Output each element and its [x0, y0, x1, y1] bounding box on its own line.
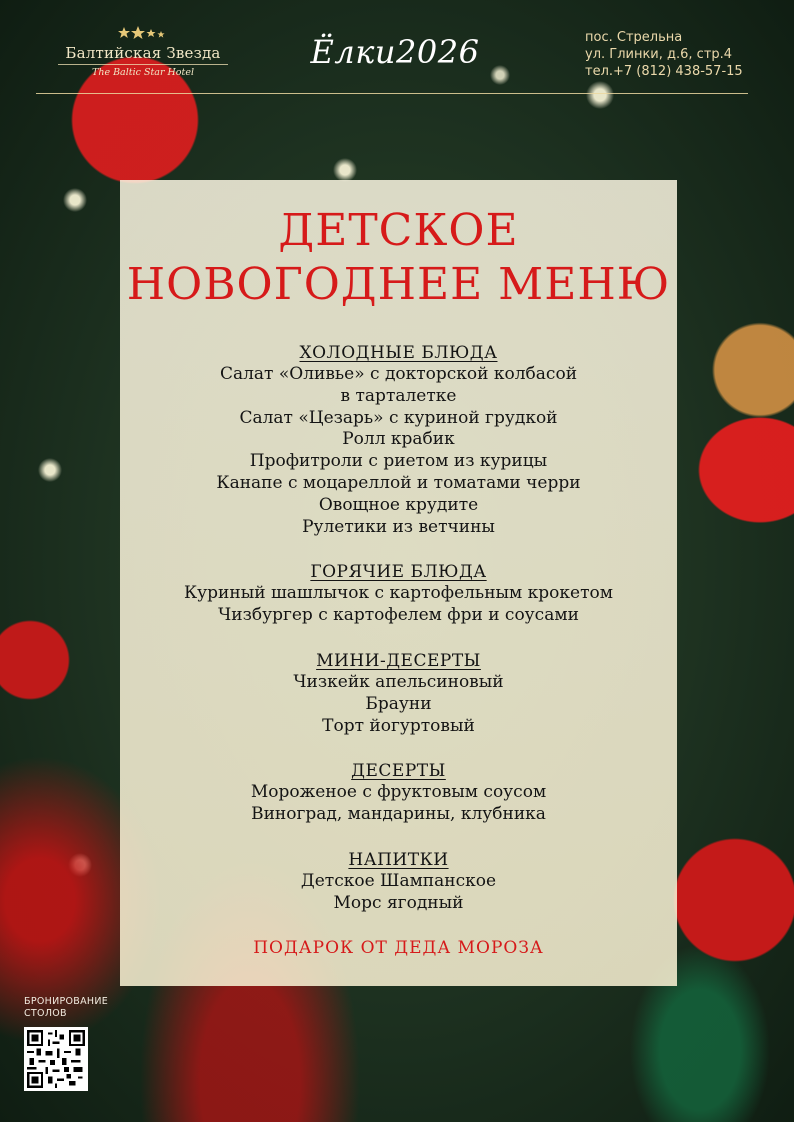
contact-address: [585, 29, 743, 80]
address-line-1: пос. Стрельна: [585, 30, 683, 45]
section-cold-dishes: [120, 342, 677, 538]
phone-number[interactable]: тел.+7 (812) 438-57-15: [585, 64, 743, 79]
address-line-2: ул. Глинки, д.6, стр.4: [585, 47, 733, 62]
menu-item: Мороженое с фруктовым соусом: [250, 782, 547, 803]
booking-label: [24, 996, 108, 1020]
section-heading: ГОРЯЧИЕ БЛЮДА: [310, 562, 487, 583]
menu-item: Торт йогуртовый: [322, 715, 475, 736]
menu-item: Ролл крабик: [342, 429, 455, 450]
menu-item: Чизкейк апельсиновый: [293, 671, 504, 692]
section-hot-dishes: [120, 561, 677, 627]
menu-item: Чизбургер с картофелем фри и соусами: [218, 605, 579, 626]
section-mini-desserts: [120, 650, 677, 737]
menu-item: Морс ягодный: [333, 892, 464, 913]
hotel-subtitle: The Baltic Star Hotel: [91, 67, 194, 78]
menu-card: [120, 180, 677, 986]
booking-line-1: БРОНИРОВАНИЕ: [24, 996, 109, 1007]
menu-title-line-2: НОВОГОДНЕЕ МЕНЮ: [126, 259, 671, 310]
menu-title-line-1: ДЕТСКОЕ: [278, 205, 519, 256]
qr-code-graphic: [27, 1030, 85, 1088]
header: [0, 0, 794, 100]
gift-note: ПОДАРОК ОТ ДЕДА МОРОЗА: [253, 937, 544, 958]
header-divider: [36, 93, 748, 94]
section-heading: ХОЛОДНЫЕ БЛЮДА: [299, 343, 498, 363]
section-heading: МИНИ-ДЕСЕРТЫ: [316, 650, 481, 671]
menu-item: Виноград, мандарины, клубника: [251, 804, 546, 825]
menu-item: Рулетики из ветчины: [302, 516, 495, 537]
section-desserts: [120, 760, 677, 826]
menu-title: [120, 180, 677, 312]
menu-item: Профитроли с риетом из курицы: [249, 451, 548, 472]
hotel-name: Балтийская Звезда: [58, 30, 228, 65]
menu-sections: [120, 342, 677, 915]
section-drinks: [120, 849, 677, 915]
stars-icon: [116, 26, 170, 40]
menu-item: Брауни: [365, 693, 432, 714]
hotel-logo[interactable]: [58, 30, 228, 78]
menu-item: Куриный шашлычок с картофельным крокетом: [184, 583, 613, 604]
menu-item: в тарталетке: [340, 385, 457, 406]
menu-item: Овощное крудите: [318, 494, 479, 515]
menu-item: Салат «Оливье» с докторской колбасой: [219, 364, 578, 384]
section-heading: ДЕСЕРТЫ: [351, 761, 446, 782]
qr-code-icon[interactable]: [24, 1027, 88, 1091]
menu-item: Канапе с моцареллой и томатами черри: [216, 472, 581, 493]
menu-item: Детское Шампанское: [300, 870, 497, 891]
booking-line-2: СТОЛОВ: [24, 1008, 67, 1019]
section-heading: НАПИТКИ: [348, 849, 449, 870]
event-title: Ёлки2026: [310, 33, 480, 71]
menu-item: Салат «Цезарь» с куриной грудкой: [239, 407, 558, 428]
